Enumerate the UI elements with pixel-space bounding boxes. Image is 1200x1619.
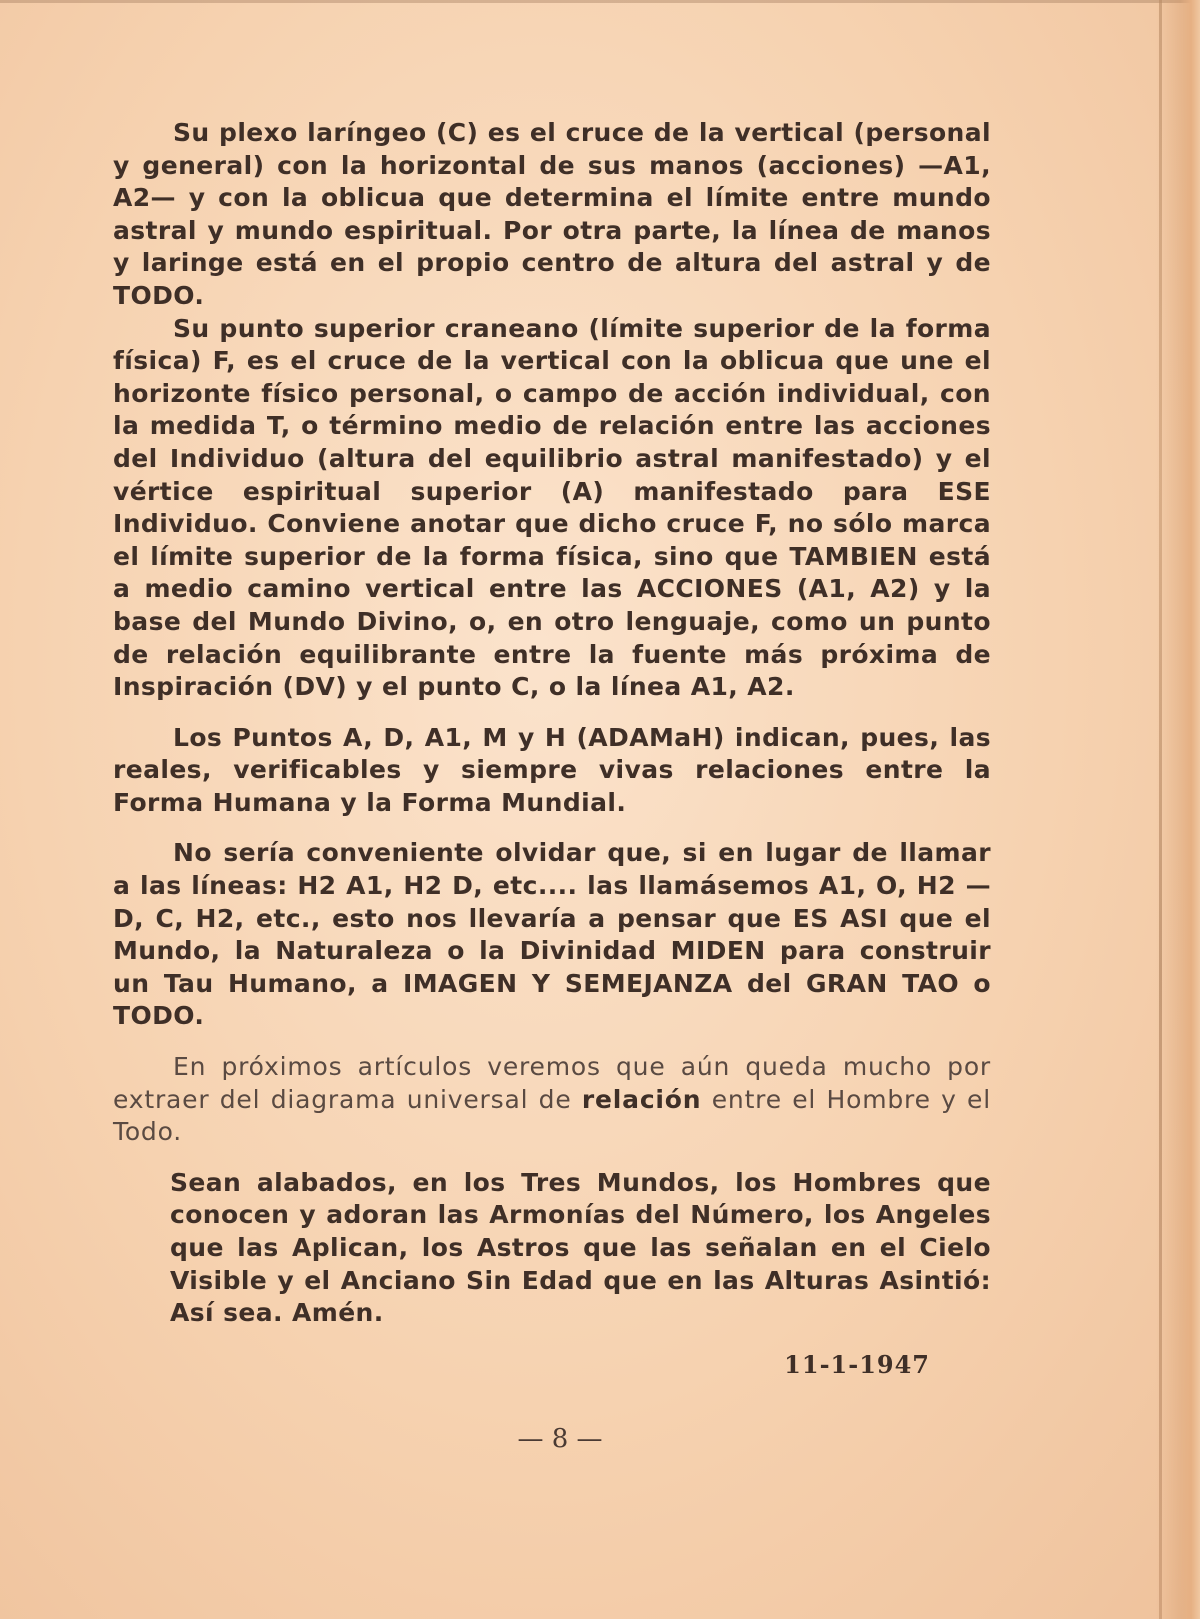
paragraph-proximos-emphasis: relación bbox=[581, 1084, 702, 1114]
paragraph-plexo-laringeo: Su plexo laríngeo (C) es el cruce de la vertical (personal y general) con la horizontal de sus manos (acciones) —A1, A2— y con la oblicua que determina el límite entre mundo astral y mundo espiritual. Por otra parte, la línea de manos y laringe está en el propio centro de altura del astral y de TODO. bbox=[113, 118, 991, 310]
paragraph-proximos-text-before: En próximos artículos veremos que aún queda mucho por extraer del diagrama universal de bbox=[113, 1052, 991, 1114]
paragraph-punto-superior: Su punto superior craneano (límite superior de la forma física) F, es el cruce de la vertical con la oblicua que une el horizonte físico personal, o campo de acción individual, con la medida T, o término medio de relación entre las acciones del Individuo (altura del equilibrio astral manifestado) y el vértice espiritual superior (A) manifestado para ESE Individuo. Conviene anotar que dicho cruce F, no sólo marca el límite superior de la forma física, sino que TAMBIEN está a medio camino vertical entre las ACCIONES (A1, A2) y la base del Mundo Divino, o, en otro lenguaje, como un punto de relación equilibrante entre la fuente más próxima de Inspiración (DV) y el punto C, o la línea A1, A2. bbox=[113, 313, 991, 702]
page-edge-line bbox=[1159, 0, 1162, 1619]
top-edge-shadow bbox=[0, 0, 1200, 3]
paragraph-adamah: Los Puntos A, D, A1, M y H (ADAMaH) indican, pues, las reales, verificables y siempre vivas relaciones entre la Forma Humana y la Forma Mundial. bbox=[113, 722, 991, 817]
page-edge-shadow bbox=[1156, 0, 1200, 1619]
article-date: 11-1-1947 bbox=[784, 1350, 930, 1379]
paragraph-proximos-articulos bbox=[113, 1051, 991, 1149]
article-body bbox=[113, 117, 991, 1330]
page-number: — 8 — bbox=[517, 1424, 603, 1454]
paragraph-miden: No sería conveniente olvidar que, si en lugar de llamar a las líneas: H2 A1, H2 D, etc.... las llamásemos A1, O, H2 — D, C, H2, etc., esto nos llevaría a pensar que ES ASI que el Mundo, la Naturaleza o la Divinidad MIDEN para construir un Tau Humano, a IMAGEN Y SEMEJANZA del GRAN TAO o TODO. bbox=[113, 838, 991, 1031]
paragraph-prayer: Sean alabados, en los Tres Mundos, los Hombres que conocen y adoran las Armonías del Número, los Angeles que las Aplican, los Astros que las señalan en el Cielo Visible y el Anciano Sin Edad que en las Alturas Asintió: Así sea. Amén. bbox=[170, 1167, 991, 1328]
paragraph-proximos-text-after: entre el Hombre y el Todo. bbox=[113, 1084, 991, 1147]
